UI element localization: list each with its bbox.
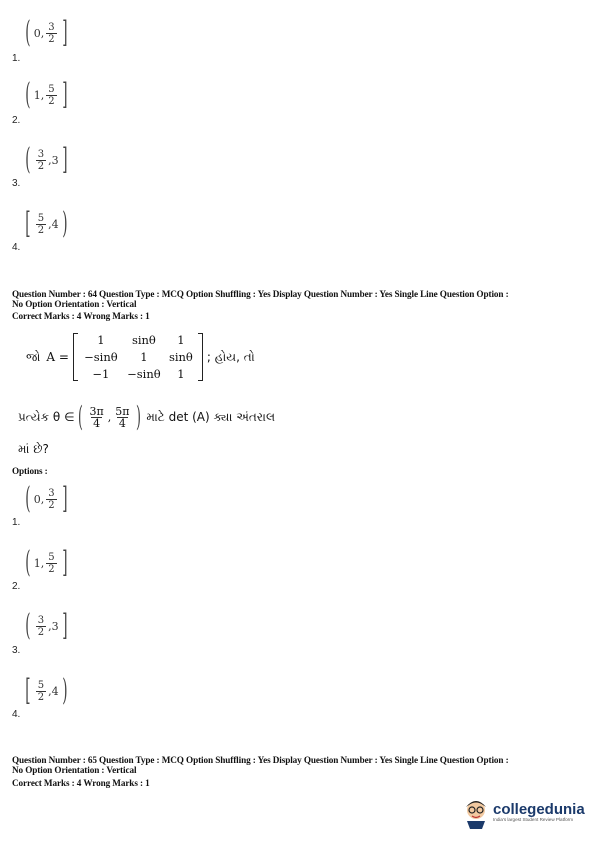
bracket-close: ] <box>61 545 68 580</box>
option-1-interval <box>22 15 70 50</box>
question-64-line3: માં છે? <box>18 442 49 456</box>
bracket-open: ( <box>25 15 31 50</box>
matrix-A <box>73 333 203 381</box>
fraction: 3 2 <box>48 487 55 511</box>
question-65-meta-line1: Question Number : 65 Question Type : MCQ Option Shuffling : Yes Display Question Number : Yes Single Line Question Option : <box>12 755 509 765</box>
logo-brand: collegedunia <box>493 801 585 818</box>
option-2-interval <box>22 77 70 112</box>
bracket-close: ) <box>61 673 68 708</box>
bracket-close: ] <box>61 15 68 50</box>
interval-left: 1, <box>33 88 45 102</box>
word-hoy-to: ; હોય, તો <box>206 349 255 364</box>
logo-tagline: India's largest Student Review Platform <box>493 817 574 822</box>
matrix-cell: 1 <box>97 333 105 347</box>
bracket-close: ) <box>61 206 68 241</box>
matrix-label: A = <box>46 350 69 364</box>
option-2-number: 2. <box>12 115 21 126</box>
question-65-marks: Correct Marks : 4 Wrong Marks : 1 <box>12 778 150 788</box>
option-3-interval <box>22 142 70 177</box>
matrix-cell: −1 <box>92 367 110 381</box>
collegedunia-logo <box>461 795 585 829</box>
paren-open: ( <box>77 400 83 433</box>
fraction: 3 2 <box>48 21 55 45</box>
line2-suffix: માટે det (A) ક્યા અંતરાલ <box>146 409 276 424</box>
question-64-line2: પ્રત્યેક θ ∈ ( 3π 4 , 5π 4 ) માટે det (A) ક્યા અંતરાલ <box>18 400 276 433</box>
question-64-statement <box>26 333 255 381</box>
bracket-open: ( <box>25 77 31 112</box>
bracket-open: [ <box>25 206 31 241</box>
q64-option-4-interval <box>22 673 70 708</box>
line2-prefix: પ્રત્યેક θ ∈ <box>18 409 75 424</box>
interval-left: 0, <box>33 492 45 506</box>
interval-right: ,4 <box>48 217 59 231</box>
option-4-number: 4. <box>12 242 21 253</box>
q64-option-1-number: 1. <box>12 517 21 528</box>
matrix-cell: 1 <box>177 367 185 381</box>
q64-option-4-number: 4. <box>12 709 21 720</box>
fraction: 3 2 <box>37 614 45 638</box>
bracket-close: ] <box>61 608 68 643</box>
matrix-cell: sinθ <box>131 333 156 347</box>
fraction: 5 2 <box>48 83 55 107</box>
paren-close: ) <box>136 400 142 433</box>
bracket-open: [ <box>25 673 31 708</box>
fraction: 5 2 <box>37 679 45 703</box>
word-je: જો <box>26 349 41 364</box>
bracket-open: ( <box>25 142 31 177</box>
question-64-marks: Correct Marks : 4 Wrong Marks : 1 <box>12 311 150 321</box>
q64-option-1-interval <box>22 481 70 516</box>
bracket-close: ] <box>61 142 68 177</box>
matrix-cell: 1 <box>140 350 148 364</box>
interval-right: ,3 <box>48 619 59 633</box>
question-65-meta-line2: No Option Orientation : Vertical <box>12 765 137 775</box>
matrix-cell: −sinθ <box>84 350 118 364</box>
q64-option-2-number: 2. <box>12 581 21 592</box>
bracket-close: ] <box>61 481 68 516</box>
bracket-open: ( <box>25 608 31 643</box>
bracket-close: ] <box>61 77 68 112</box>
fraction: 5 2 <box>48 551 55 575</box>
q64-option-3-number: 3. <box>12 645 21 656</box>
fraction-3pi-4: 3π 4 <box>89 404 104 430</box>
options-label: Options : <box>12 466 48 476</box>
interval-left: 1, <box>33 556 45 570</box>
question-64-meta-line1: Question Number : 64 Question Type : MCQ Option Shuffling : Yes Display Question Number : Yes Single Line Question Option : <box>12 289 509 299</box>
fraction: 5 2 <box>37 212 45 236</box>
fraction: 3 2 <box>37 148 45 172</box>
option-4-interval <box>22 206 70 241</box>
matrix-cell: sinθ <box>168 350 193 364</box>
fraction-5pi-4: 5π 4 <box>115 404 130 430</box>
question-64-meta-line2: No Option Orientation : Vertical <box>12 299 137 309</box>
q64-option-3-interval <box>22 608 70 643</box>
mascot-icon <box>461 795 491 829</box>
bracket-open: ( <box>25 481 31 516</box>
option-1-number: 1. <box>12 53 21 64</box>
bracket-open: ( <box>25 545 31 580</box>
q64-option-2-interval <box>22 545 70 580</box>
interval-right: ,3 <box>48 153 59 167</box>
matrix-cell: 1 <box>177 333 185 347</box>
interval-right: ,4 <box>48 684 59 698</box>
matrix-cell: −sinθ <box>127 367 161 381</box>
option-3-number: 3. <box>12 178 21 189</box>
options-block-1 <box>0 0 595 260</box>
interval-left: 0, <box>33 26 45 40</box>
